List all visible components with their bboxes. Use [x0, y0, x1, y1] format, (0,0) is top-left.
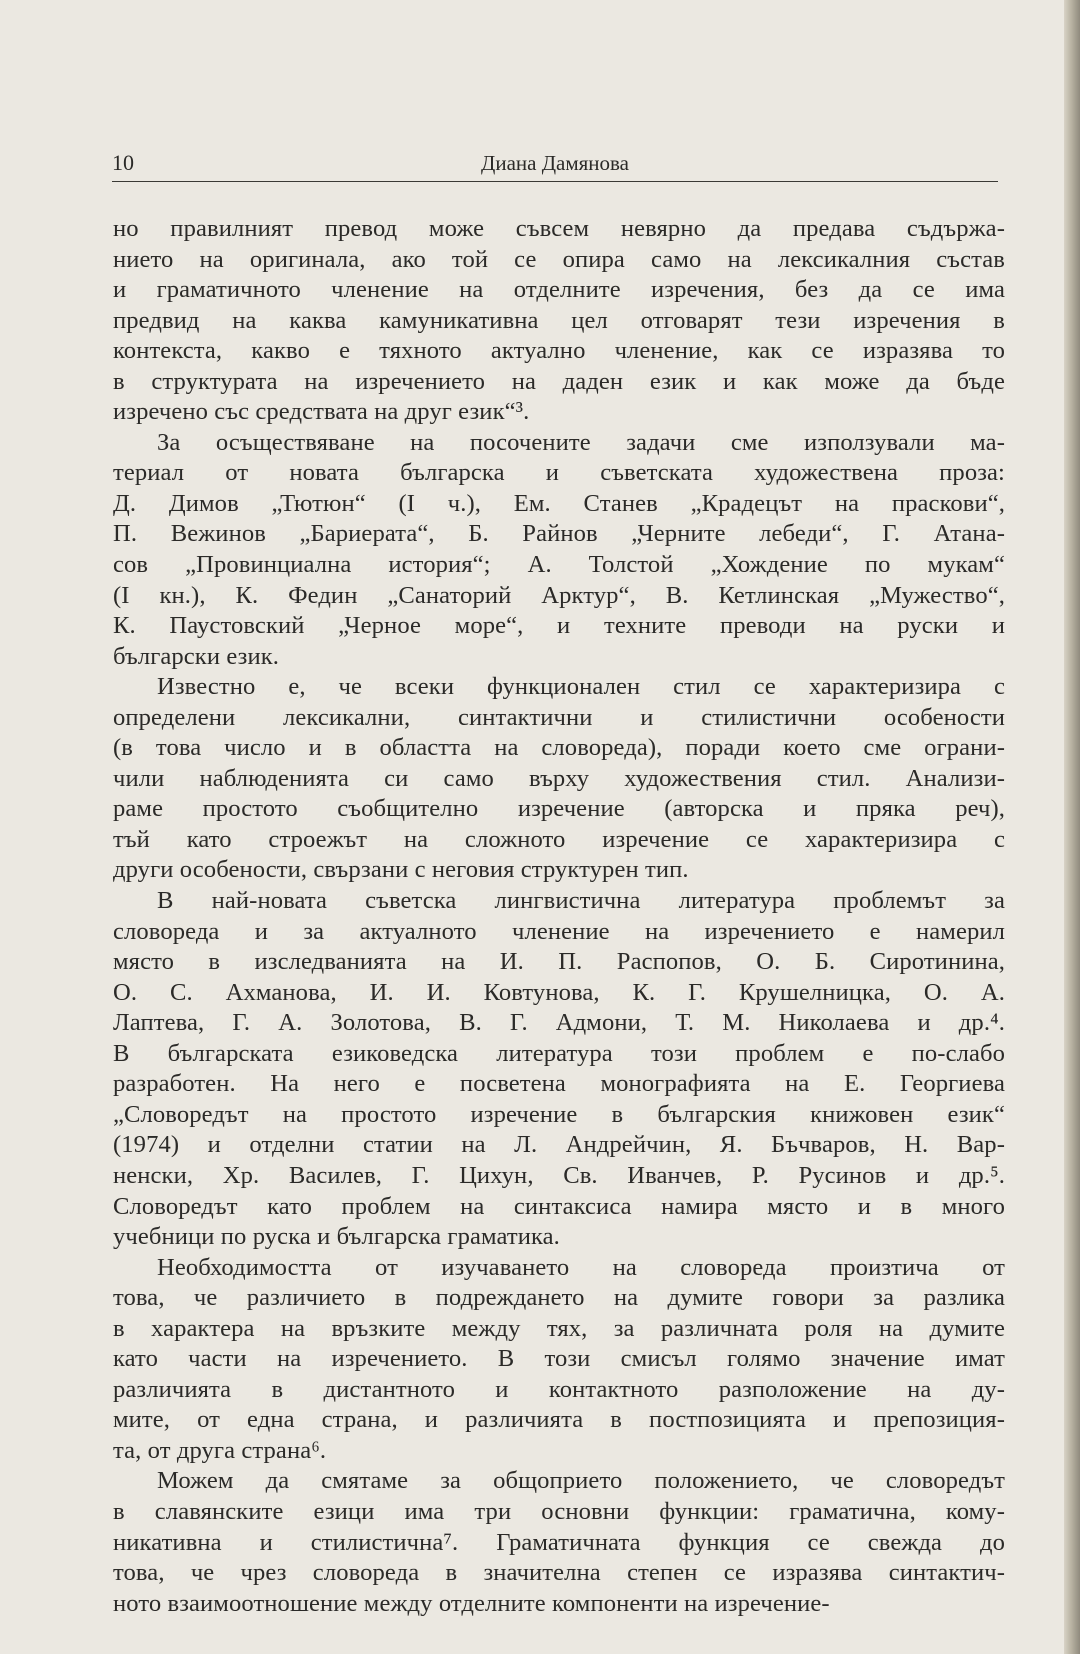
- paragraph: [113, 1253, 1005, 1467]
- text-line: мите, от една страна, и различията в постпозицията и препозиция-: [113, 1406, 1005, 1434]
- paragraph: [113, 886, 1005, 1253]
- text-line: (I кн.), К. Федин „Санаторий Арктур“, В. Кетлинская „Мужество“,: [113, 581, 1005, 609]
- text-line: това, че чрез словореда в значителна степен се изразява синтактич-: [113, 1559, 1005, 1587]
- text-line: раме простото съобщително изречение (авторска и пряка реч),: [113, 795, 1005, 823]
- text-line: в славянските езици има три основни функции: граматична, кому-: [113, 1497, 1005, 1525]
- text-line: Необходимостта от изучаването на словореда произтича от: [157, 1253, 1005, 1281]
- text-line: никативна и стилистична⁷. Граматичната функция се свежда до: [113, 1528, 1005, 1556]
- text-line: (1974) и отделни статии на Л. Андрейчин, Я. Бъчваров, Н. Вар-: [113, 1131, 1005, 1159]
- text-line: място в изследванията на И. П. Распопов, О. Б. Сиротинина,: [113, 948, 1005, 976]
- header-rule: [112, 181, 998, 182]
- text-line: но правилният превод може съвсем невярно да предава съдържа-: [113, 215, 1005, 242]
- text-line: К. Паустовский „Черное море“, и техните преводи на руски и: [113, 612, 1005, 640]
- text-line: ненски, Хр. Василев, Г. Цихун, Св. Иванчев, Р. Русинов и др.⁵.: [113, 1161, 1005, 1189]
- text-line: Словоредът като проблем на синтаксиса намира място и в много: [113, 1192, 1005, 1220]
- text-line: ното взаимоотношение между отделните компоненти на изречение-: [113, 1589, 830, 1617]
- running-head-author: Диана Дамянова: [481, 151, 629, 175]
- paragraph: [113, 214, 1005, 428]
- paragraph: [113, 428, 1005, 672]
- text-line: сов „Провинциална история“; А. Толстой „Хождение по мукам“: [113, 551, 1005, 579]
- text-line: Д. Димов „Тютюн“ (I ч.), Ем. Станев „Крадецът на праскови“,: [113, 489, 1005, 517]
- body-text: [113, 214, 1005, 1619]
- text-line: В българската езиковедска литература този проблем е по-слабо: [113, 1039, 1005, 1067]
- text-line: определени лексикални, синтактични и стилистични особености: [113, 703, 1005, 731]
- text-line: (в това число и в областта на словореда), поради което сме ограни-: [113, 734, 1005, 762]
- text-line: Лаптева, Г. А. Золотова, В. Г. Адмони, Т. М. Николаева и др.⁴.: [113, 1009, 1005, 1037]
- text-line: в характера на връзките между тях, за различната роля на думите: [113, 1314, 1005, 1342]
- text-line: та, от друга страна⁶.: [113, 1436, 327, 1464]
- text-line: учебници по руска и българска граматика.: [113, 1223, 560, 1251]
- text-line: предвид на каква камуникативна цел отговарят тези изречения в: [113, 306, 1005, 334]
- text-line: нието на оригинала, ако той се опира само на лексикалния състав: [113, 245, 1005, 273]
- text-line: в структурата на изречението на даден език и как може да бъде: [113, 367, 1005, 395]
- text-line: чили наблюденията си само върху художествения стил. Анализи-: [113, 764, 1005, 792]
- paragraph: [113, 1466, 1005, 1619]
- text-line: териал от новата българска и съветската художествена проза:: [113, 459, 1005, 487]
- page-edge-shadow: [1064, 0, 1080, 1654]
- text-line: различията в дистантното и контактното разположение на ду-: [113, 1375, 1005, 1403]
- text-line: П. Вежинов „Бариерата“, Б. Райнов „Черните лебеди“, Г. Атана-: [113, 520, 1005, 548]
- page-number: 10: [112, 150, 134, 175]
- text-line: „Словоредът на простото изречение в българския книжовен език“: [113, 1100, 1005, 1128]
- text-line: Известно е, че всеки функционален стил се характеризира с: [157, 673, 1005, 701]
- text-line: български език.: [113, 642, 280, 670]
- text-line: тъй като строежът на сложното изречение се характеризира с: [113, 825, 1005, 853]
- text-line: О. С. Ахманова, И. И. Ковтунова, К. Г. Крушелницка, О. А.: [113, 978, 1005, 1006]
- paragraph: [113, 672, 1005, 886]
- page-header: [112, 148, 998, 178]
- text-line: като части на изречението. В този смисъл голямо значение имат: [113, 1345, 1005, 1373]
- text-line: разработен. На него е посветена монографията на Е. Георгиева: [113, 1070, 1005, 1098]
- text-line: Можем да смятаме за общоприето положението, че словоредът: [157, 1467, 1005, 1495]
- text-line: това, че различието в подреждането на думите говори за разлика: [113, 1284, 1005, 1312]
- text-line: други особености, свързани с неговия структурен тип.: [113, 856, 689, 884]
- text-line: контекста, какво е тяхното актуално членение, как се изразява то: [113, 337, 1005, 365]
- text-line: и граматичното членение на отделните изречения, без да се има: [113, 276, 1005, 304]
- text-line: В най-новата съветска лингвистична литература проблемът за: [157, 887, 1005, 915]
- text-line: словореда и за актуалното членение на изречението е намерил: [113, 917, 1005, 945]
- text-line: изречено със средствата на друг език“³.: [113, 398, 530, 426]
- text-line: За осъществяване на посочените задачи сме използували ма-: [157, 428, 1005, 456]
